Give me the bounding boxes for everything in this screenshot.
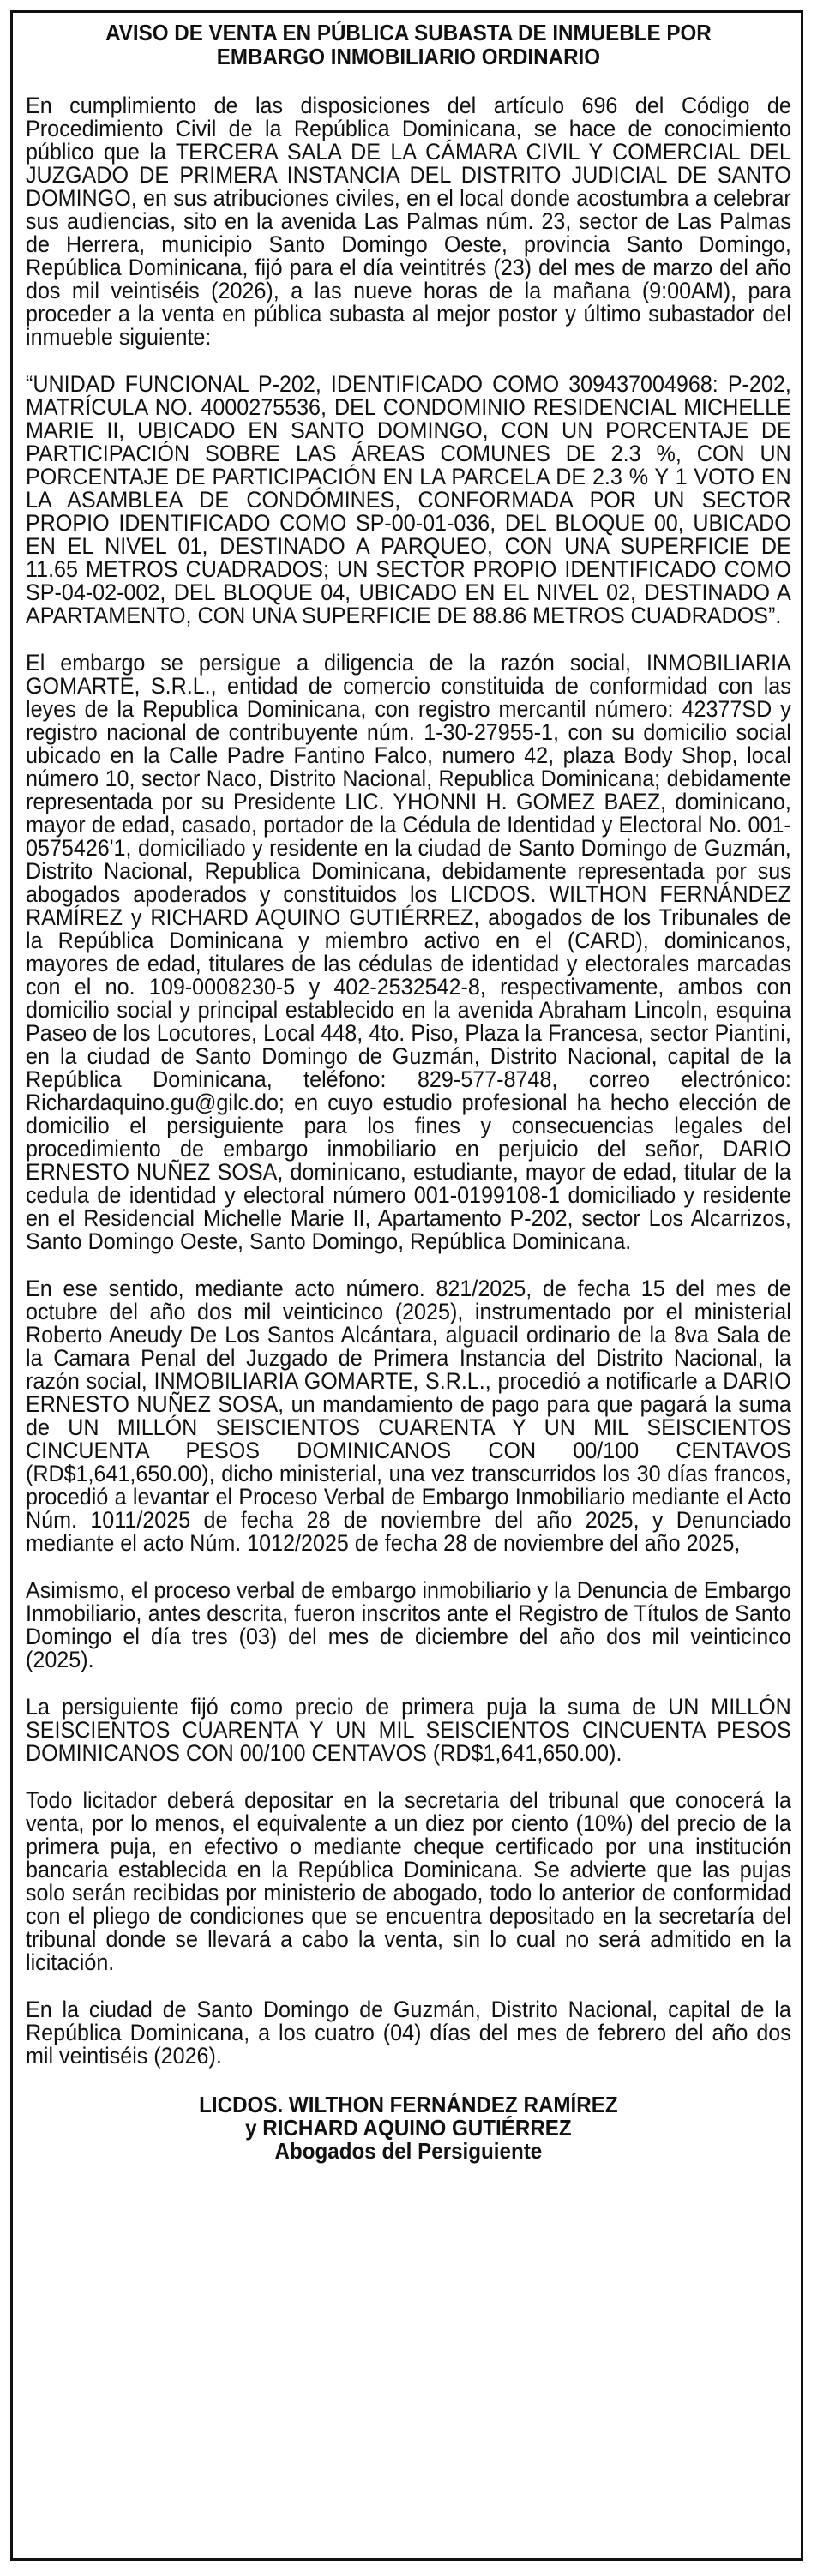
signature-block: [26, 2093, 791, 2163]
opening-bid-paragraph: La persiguiente fijó como precio de primera puja la suma de UN MILLÓN SEISCIENTOS CUARENTA Y UN MIL SEISCIENTOS CINCUENTA PESOS DOMINICANOS CON 00/100 CENTAVOS (RD$1,641,650.00).: [26, 1694, 791, 1766]
signature-line-3: Abogados del Persiguiente: [274, 2138, 543, 2164]
notice-title-line-2: EMBARGO INMOBILIARIO ORDINARIO: [216, 44, 601, 69]
signature-line-1: LICDOS. WILTHON FERNÁNDEZ RAMÍREZ: [199, 2092, 618, 2117]
signature-line-2: y RICHARD AQUINO GUTIÉRREZ: [245, 2115, 572, 2141]
notice-title: [26, 21, 791, 69]
intro-paragraph: En cumplimiento de las disposiciones del artículo 696 del Código de Procedimiento Civil de la República Dominicana, se hace de conocimiento público que la TERCERA SALA DE LA CÁMARA CIVIL Y COMERCIAL DEL JUZGADO DE PRIMERA INSTANCIA DEL DISTRITO JUDICIAL DE SANTO DOMINGO, en sus atribuciones civiles, en el local donde acostumbra a celebrar sus audiencias, sito en la avenida Las Palmas núm. 23, sector de Las Palmas de Herrera, municipio Santo Domingo Oeste, provincia Santo Domingo, República Dominicana, fijó para el día veintitrés (23) del mes de marzo del año dos mil veintiséis (2026), a las nueve horas de la mañana (9:00AM), para proceder a la venta en pública subasta al mejor postor y último subastador del inmueble siguiente:: [26, 93, 791, 350]
property-description-paragraph: “UNIDAD FUNCIONAL P-202, IDENTIFICADO COMO 309437004968: P-202, MATRÍCULA NO. 4000275536, DEL CONDOMINIO RESIDENCIAL MICHELLE MARIE II, UBICADO EN SANTO DOMINGO, CON UN PORCENTAJE DE PARTICIPACIÓN SOBRE LAS ÁREAS COMUNES DE 2.3 %, CON UN PORCENTAJE DE PARTICIPACIÓN EN LA PARCELA DE 2.3 % Y 1 VOTO EN LA ASAMBLEA DE CONDÓMINES, CONFORMADA POR UN SECTOR PROPIO IDENTIFICADO COMO SP-00-01-036, DEL BLOQUE 00, UBICADO EN EL NIVEL 01, DESTINADO A PARQUEO, CON UNA SUPERFICIE DE 11.65 METROS CUADRADOS; UN SECTOR PROPIO IDENTIFICADO COMO SP-04-02-002, DEL BLOQUE 04, UBICADO EN EL NIVEL 02, DESTINADO A APARTAMENTO, CON UNA SUPERFICIE DE 88.86 METROS CUADRADOS”.: [26, 371, 791, 628]
payment-order-paragraph: En ese sentido, mediante acto número. 821/2025, de fecha 15 del mes de octubre del año dos mil veinticinco (2025), instrumentado por el ministerial Roberto Aneudy De Los Santos Alcántara, alguacil ordinario de la 8va Sala de la Camara Penal del Juzgado de Primera Instancia del Distrito Nacional, la razón social, INMOBILIARIA GOMARTE, S.R.L., procedió a notificarle a DARIO ERNESTO NUÑEZ SOSA, un mandamiento de pago para que pagará la suma de UN MILLÓN SEISCIENTOS CUARENTA Y UN MIL SEISCIENTOS CINCUENTA PESOS DOMINICANOS CON 00/100 CENTAVOS (RD$1,641,650.00), dicho ministerial, una vez transcurridos los 30 días francos, procedió a levantar el Proceso Verbal de Embargo Inmobiliario mediante el Acto Núm. 1011/2025 de fecha 28 de noviembre del año 2025, y Denunciado mediante el acto Núm. 1012/2025 de fecha 28 de noviembre del año 2025,: [26, 1276, 791, 1556]
auction-notice: [26, 20, 791, 2164]
date-place-paragraph: En la ciudad de Santo Domingo de Guzmán, Distrito Nacional, capital de la República Dominicana, a los cuatro (04) días del mes de febrero del año dos mil veintiséis (2026).: [26, 1997, 791, 2069]
notice-title-line-1: AVISO DE VENTA EN PÚBLICA SUBASTA DE INMUEBLE POR: [105, 20, 712, 45]
registration-paragraph: Asimismo, el proceso verbal de embargo inmobiliario y la Denuncia de Embargo Inmobiliario, antes descrita, fueron inscritos ante el Registro de Títulos de Santo Domingo el día tres (03) del mes de diciembre del año dos mil veinticinco (2025).: [26, 1577, 791, 1672]
creditor-paragraph: El embargo se persigue a diligencia de la razón social, INMOBILIARIA GOMARTE, S.R.L., entidad de comercio constituida de conformidad con las leyes de la Republica Dominicana, con registro mercantil número: 42377SD y registro nacional de contribuyente núm. 1-30-27955-1, con su domicilio social ubicado en la Calle Padre Fantino Falco, numero 42, plaza Body Shop, local número 10, sector Naco, Distrito Nacional, Republica Dominicana; debidamente representada por su Presidente LIC. YHONNI H. GOMEZ BAEZ, dominicano, mayor de edad, casado, portador de la Cédula de Identidad y Electoral No. 001-0575426'1, domiciliado y residente en la ciudad de Santo Domingo de Guzmán, Distrito Nacional, Republica Dominicana, debidamente representada por sus abogados apoderados y constituidos los LICDOS. WILTHON FERNÁNDEZ RAMÍREZ y RICHARD AQUINO GUTIÉRREZ, abogados de los Tribunales de la República Dominicana y miembro activo en el (CARD), dominicanos, mayores de edad, titulares de las cédulas de identidad y electorales marcadas con el no. 109-0008230-5 y 402-2532542-8, respectivamente, ambos con domicilio social y principal establecido en la avenida Abraham Lincoln, esquina Paseo de los Locutores, Local 448, 4to. Piso, Plaza la Francesa, sector Piantini, en la ciudad de Santo Domingo de Guzmán, Distrito Nacional, capital de la República Dominicana, teléfono: 829-577-8748, correo electrónico: Richardaquino.gu@gilc.do; en cuyo estudio profesional ha hecho elección de domicilio el persiguiente para los fines y consecuencias legales del procedimiento de embargo inmobiliario en perjuicio del señor, DARIO ERNESTO NUÑEZ SOSA, dominicano, estudiante, mayor de edad, titular de la cedula de identidad y electoral número 001-0199108-1 domiciliado y residente en el Residencial Michelle Marie II, Apartamento P-202, sector Los Alcarrizos, Santo Domingo Oeste, Santo Domingo, República Dominicana.: [26, 650, 791, 1254]
bidder-deposit-paragraph: Todo licitador deberá depositar en la secretaria del tribunal que conocerá la venta, por lo menos, el equivalente a un diez por ciento (10%) del precio de la primera puja, en efectivo o mediante cheque certificado por una institución bancaria establecida en la República Dominicana. Se advierte que las pujas solo serán recibidas por ministerio de abogado, todo lo anterior de conformidad con el pliego de condiciones que se encuentra depositado en la secretaría del tribunal donde se llevará a cabo la venta, sin lo cual no será admitido en la licitación.: [26, 1787, 791, 1975]
